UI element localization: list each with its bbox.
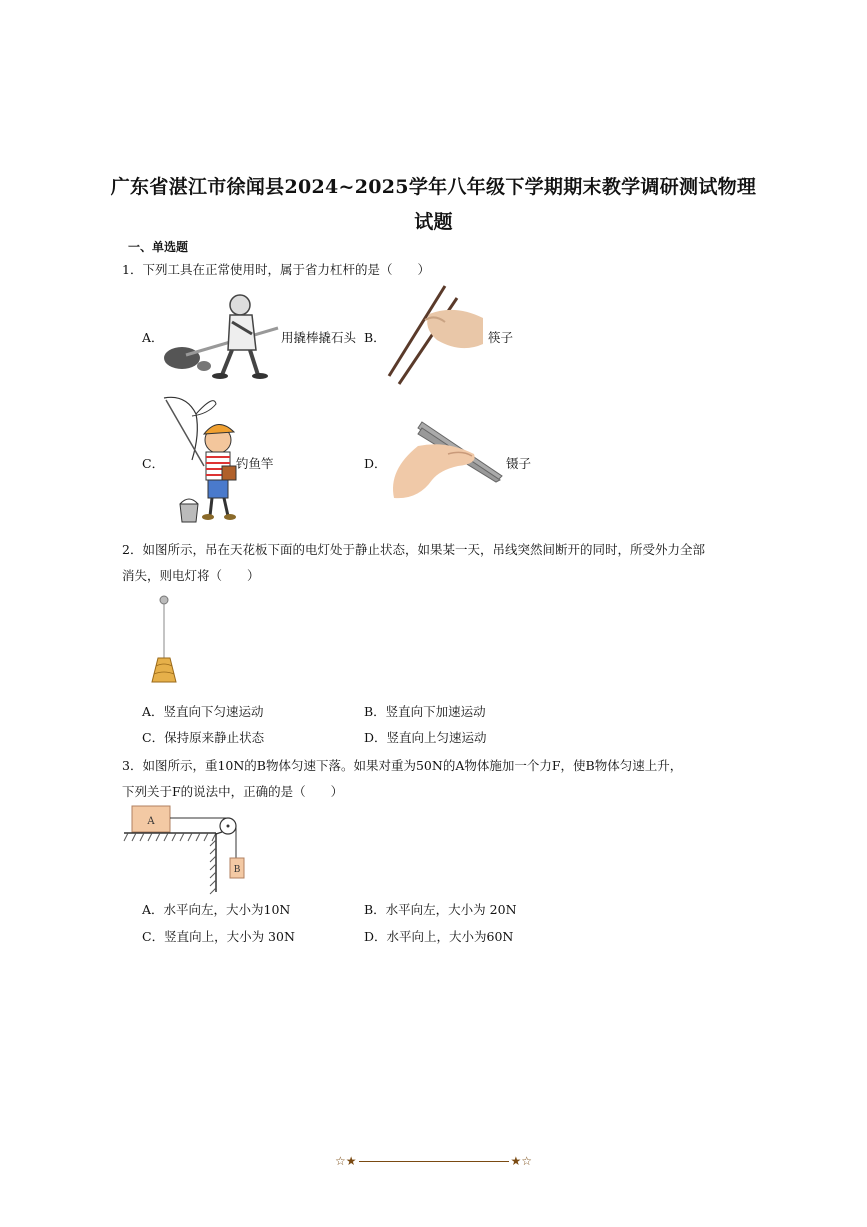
q1-option-a-caption: 用撬棒撬石头 [281,330,357,345]
footer-stars-left: ☆★ [334,1154,357,1168]
document-title: 广东省湛江市徐闻县2024~2025学年八年级下学期期末教学调研测试物理 [110,176,757,198]
fishing-boy-illustration [156,394,240,526]
question-3-stem-line1: 3．如图所示，重10N的B物体匀速下落。如果对重为50N的A物体施加一个力F，使B物体匀速上升， [122,758,683,773]
q3-option-d: D．水平向上，大小为60N [364,929,514,944]
crowbar-lever-illustration [160,290,285,385]
page-footer [0,1150,867,1169]
q1-option-b-caption: 筷子 [488,330,514,345]
hanging-lamp-illustration [148,594,180,686]
chopsticks-illustration [385,284,485,384]
q3-option-b: B．水平向左，大小为 20N [364,902,517,917]
q3-option-a: A．水平向左，大小为10N [142,902,291,917]
block-b-label: B [233,865,241,875]
q1-option-d-letter: D． [364,456,387,471]
footer-stars-right: ★☆ [510,1154,533,1168]
question-2-stem-line2: 消失，则电灯将（ ） [122,568,260,583]
block-a-label: A [147,816,155,827]
section-heading: 一、单选题 [128,240,189,254]
q1-option-d-caption: 镊子 [506,456,532,471]
q3-option-c: C．竖直向上，大小为 30N [142,929,295,944]
q1-option-b-letter: B． [364,330,386,345]
tweezers-illustration [388,420,506,502]
q1-option-c-letter: C． [142,456,165,471]
question-1-stem: 1．下列工具在正常使用时，属于省力杠杆的是（ ） [122,262,430,277]
question-3-stem-line2: 下列关于F的说法中，正确的是（ ） [122,784,344,799]
q1-option-c-caption: 钓鱼竿 [236,456,274,471]
pulley-system-diagram [124,804,254,894]
footer-rule [359,1161,509,1162]
question-2-stem-line1: 2．如图所示，吊在天花板下面的电灯处于静止状态，如果某一天，吊线突然间断开的同时，所受外力全部 [122,542,705,557]
q2-option-c: C．保持原来静止状态 [142,730,265,745]
q2-option-b: B．竖直向下加速运动 [364,704,486,719]
document-title-line2: 试题 [414,211,453,233]
q2-option-a: A．竖直向下匀速运动 [142,704,264,719]
q2-option-d: D．竖直向上匀速运动 [364,730,487,745]
q1-option-a-letter: A． [142,330,164,345]
